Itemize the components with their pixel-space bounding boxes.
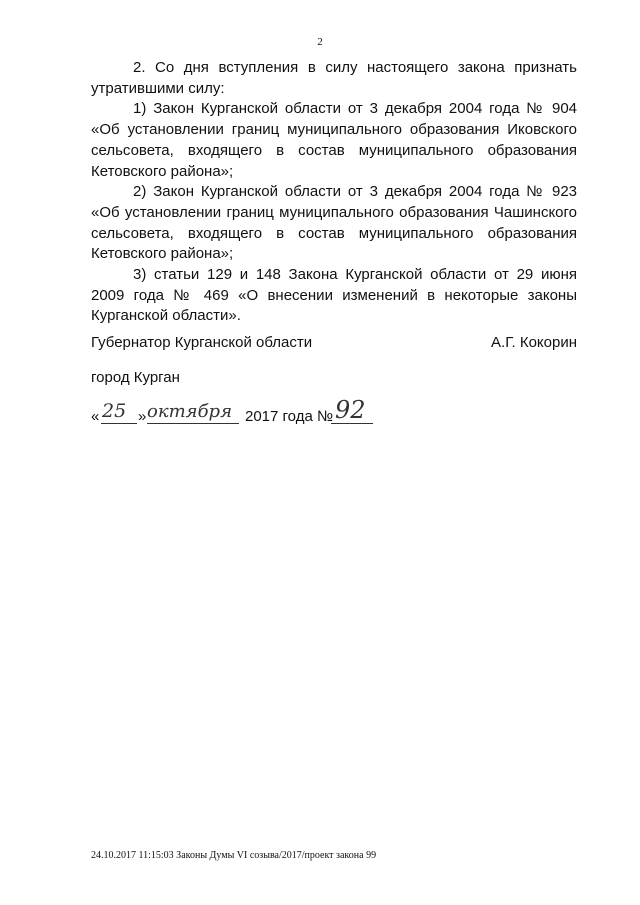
signatory-name: А.Г. Кокорин xyxy=(491,334,577,351)
date-year-text: 2017 года № xyxy=(245,408,334,425)
paragraph-subitem-1: 1) Закон Курганской области от 3 декабря 2004 года № 904 «Об установлении границ муниципального образования Иковского сельсовета, входящего в состав муниципального образования Кетовского района»; xyxy=(91,100,577,180)
number-underline xyxy=(331,423,373,424)
document-footer: 24.10.2017 11:15:03 Законы Думы VI созыва/2017/проект закона 99 xyxy=(91,850,377,861)
document-body xyxy=(91,58,577,327)
date-close-quote: » xyxy=(138,408,147,425)
paragraph-subitem-3: 3) статьи 129 и 148 Закона Курганской области от 29 июня 2009 года № 469 «О внесении изменений в некоторые законы Курганской области». xyxy=(91,266,577,325)
day-underline xyxy=(101,423,137,424)
handwritten-month: октября xyxy=(147,401,232,422)
paragraph-item-2: 2. Со дня вступления в силу настоящего закона признать утратившими силу: xyxy=(91,59,577,97)
handwritten-number: 92 xyxy=(335,396,366,424)
page-number: 2 xyxy=(317,36,323,48)
date-open-quote: « xyxy=(91,408,100,425)
handwritten-day: 25 xyxy=(102,400,127,422)
month-underline xyxy=(147,423,239,424)
city-line: город Курган xyxy=(91,369,180,386)
date-line xyxy=(91,398,421,428)
signatory-position: Губернатор Курганской области xyxy=(91,334,313,351)
paragraph-subitem-2: 2) Закон Курганской области от 3 декабря 2004 года № 923 «Об установлении границ муниципального образования Чашинского сельсовета, входящего в состав муниципального образования Кетовского района»; xyxy=(91,183,577,263)
